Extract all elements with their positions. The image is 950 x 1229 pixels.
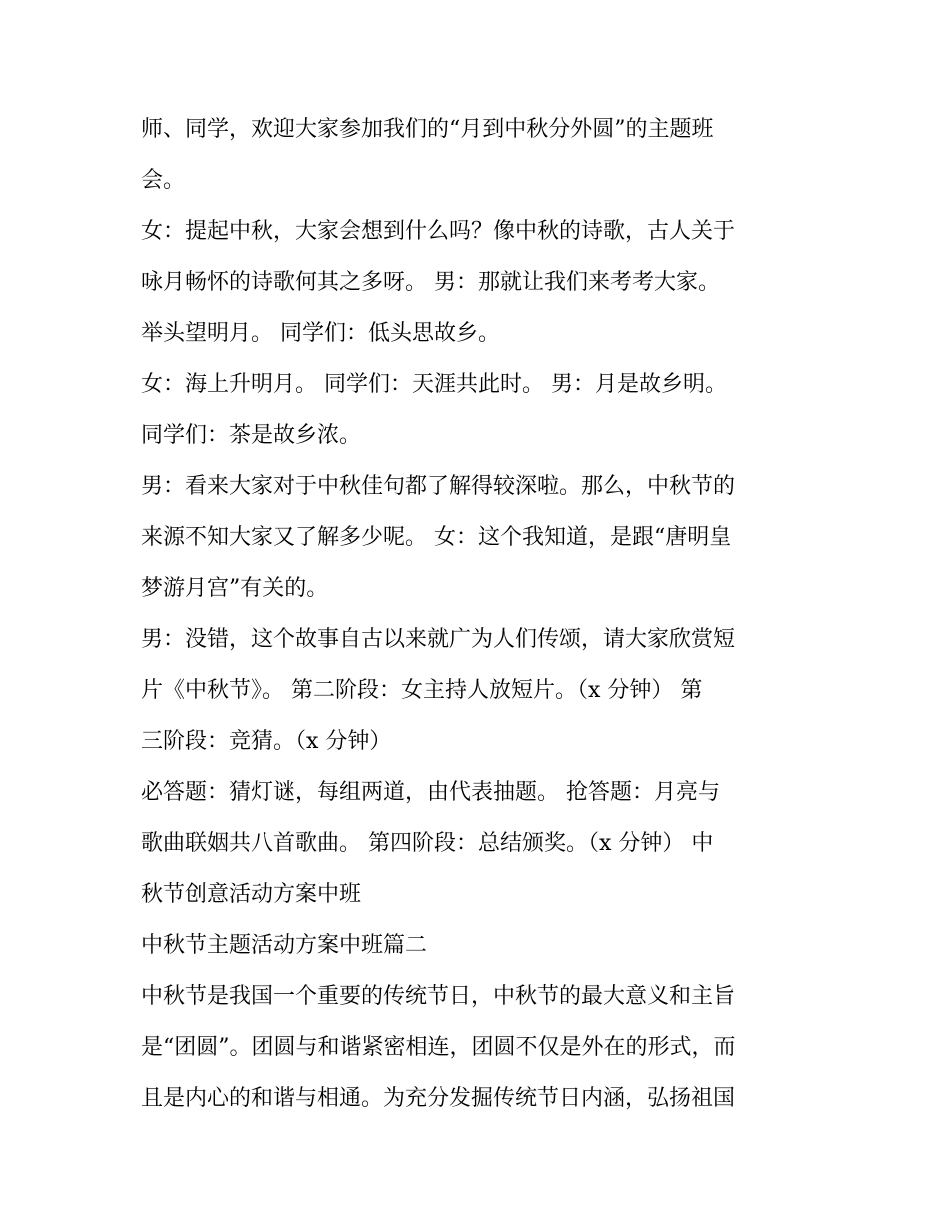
text-line: 师、同学，欢迎大家参加我们的“月到中秋分外圆”的主题班	[141, 117, 714, 142]
text-line: 同学们：茶是故乡浓。	[141, 423, 362, 448]
text-line: 举头望明月。 同学们：低头思故乡。	[141, 321, 500, 346]
text-line: 来源不知大家又了解多少呢。 女：这个我知道，是跟“唐明皇	[141, 525, 732, 550]
text-line: 秋节创意活动方案中班	[141, 882, 362, 907]
section-heading: 中秋节主题活动方案中班篇二	[141, 933, 428, 958]
text-line: 咏月畅怀的诗歌何其之多呀。 男：那就让我们来考考大家。	[141, 270, 720, 295]
text-line: 中秋节是我国一个重要的传统节日，中秋节的最大意义和主旨	[141, 984, 736, 1009]
text-line: 且是内心的和谐与相通。为充分发掘传统节日内涵，弘扬祖国	[141, 1086, 736, 1111]
text-line: 梦游月宫”有关的。	[141, 576, 329, 601]
text-line: 会。	[141, 168, 186, 193]
text-line: 是“团圆”。团圆与和谐紧密相连，团圆不仅是外在的形式，而	[141, 1035, 736, 1060]
text-line: 男：没错，这个故事自古以来就广为人们传颂，请大家欣赏短	[141, 627, 736, 652]
text-line: 必答题：猜灯谜，每组两道，由代表抽题。 抢答题：月亮与	[141, 780, 720, 805]
text-line: 男：看来大家对于中秋佳句都了解得较深啦。那么，中秋节的	[141, 474, 736, 499]
text-line: 女：海上升明月。 同学们：天涯共此时。 男：月是故乡明。	[141, 372, 727, 397]
text-line: 歌曲联姻共八首歌曲。 第四阶段：总结颁奖。（x 分钟） 中	[141, 831, 714, 856]
text-line: 三阶段：竞猜。（x 分钟）	[141, 729, 392, 754]
text-line: 片《中秋节》。 第二阶段：女主持人放短片。（x 分钟） 第	[141, 678, 703, 703]
document-body	[141, 104, 821, 1124]
text-line: 女：提起中秋，大家会想到什么吗？像中秋的诗歌，古人关于	[141, 219, 736, 244]
